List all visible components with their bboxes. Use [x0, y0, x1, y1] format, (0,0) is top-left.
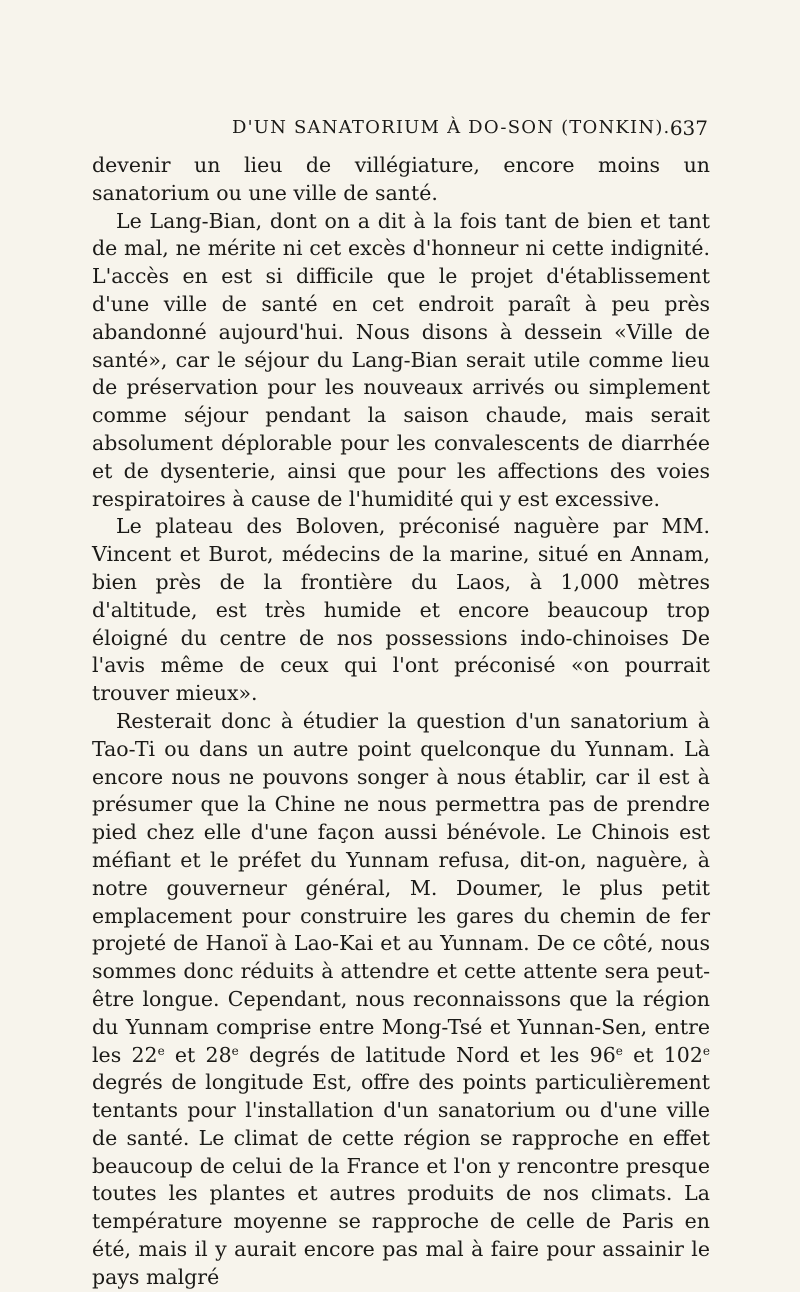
paragraph-2: Le Lang-Bian, dont on a dit à la fois tant de bien et tant de mal, ne mérite ni cet excès d'honneur ni cette indignité. L'accès en est si difficile que le projet d'établissement d'une ville de santé en cet endroit paraît à peu près abandonné aujourd'hui. Nous disons à dessein «Ville de santé», car le séjour du Lang-Bian serait utile comme lieu de préservation pour les nouveaux arrivés ou simplement comme séjour pendant la saison chaude, mais serait absolument déplorable pour les convalescents de diarrhée et de dysenterie, ainsi que pour les affections des voies respiratoires à cause de l'humidité qui y est excessive. [92, 208, 710, 511]
paragraph-4-part: Resterait donc à étudier la question d'un sanatorium à Tao-Ti ou dans un autre point quelconque du Yunnam. Là encore nous ne pouvons songer à nous établir, car il est à présumer que la Chine ne nous permettra pas de prendre pied chez elle d'une façon aussi bénévole. Le Chinois est méfiant et le préfet du Yunnam refusa, dit-on, naguère, à notre gouverneur général, M. Doumer, le plus petit emplacement pour construire les gares du chemin de fer projeté de Hanoï à Lao-Kai et au Yunnam. De ce côté, nous sommes donc réduits à attendre et cette attente sera peut-être longue. Cependant, nous reconnaissons que la région du Yunnam comprise entre Mong-Tsé et Yunnan-Sen, entre les 22 [92, 708, 710, 1067]
superscript-e: e [702, 1043, 710, 1058]
paragraph-4 [92, 708, 710, 1292]
paragraph-4-part: et 28 [164, 1042, 232, 1067]
superscript-e: e [231, 1043, 239, 1058]
paragraph-4-part: degrés de longitude Est, offre des points particulièrement tentants pour l'installation d'un sanatorium ou d'une ville de santé. Le climat de cette région se rapproche en effet beaucoup de celui de la France et l'on y rencontre presque toutes les plantes et autres produits de nos climats. La température moyenne se rapproche de celle de Paris en été, mais il y aurait encore pas mal à faire pour assainir le pays malgré [92, 1070, 710, 1289]
superscript-e: e [615, 1043, 623, 1058]
paragraph-4-part: et 102 [622, 1042, 703, 1067]
paragraph-1: devenir un lieu de villégiature, encore moins un sanatorium ou une ville de santé. [92, 153, 710, 205]
paragraph-3: Le plateau des Boloven, préconisé naguère par MM. Vincent et Burot, médecins de la marine, situé en Annam, bien près de la frontière du Laos, à 1,000 mètres d'altitude, est très humide et encore beaucoup trop éloigné du centre de nos possessions indo-chinoises De l'avis même de ceux qui l'ont préconisé «on pourrait trouver mieux». [92, 514, 710, 706]
paragraph-4-part: degrés de latitude Nord et les 96 [238, 1042, 616, 1067]
page-number: 637 [669, 116, 708, 140]
running-head [148, 116, 708, 140]
running-head-title: D'UN SANATORIUM À DO-SON (TONKIN). [232, 117, 671, 138]
superscript-e: e [157, 1043, 165, 1058]
body-text [92, 152, 710, 1292]
